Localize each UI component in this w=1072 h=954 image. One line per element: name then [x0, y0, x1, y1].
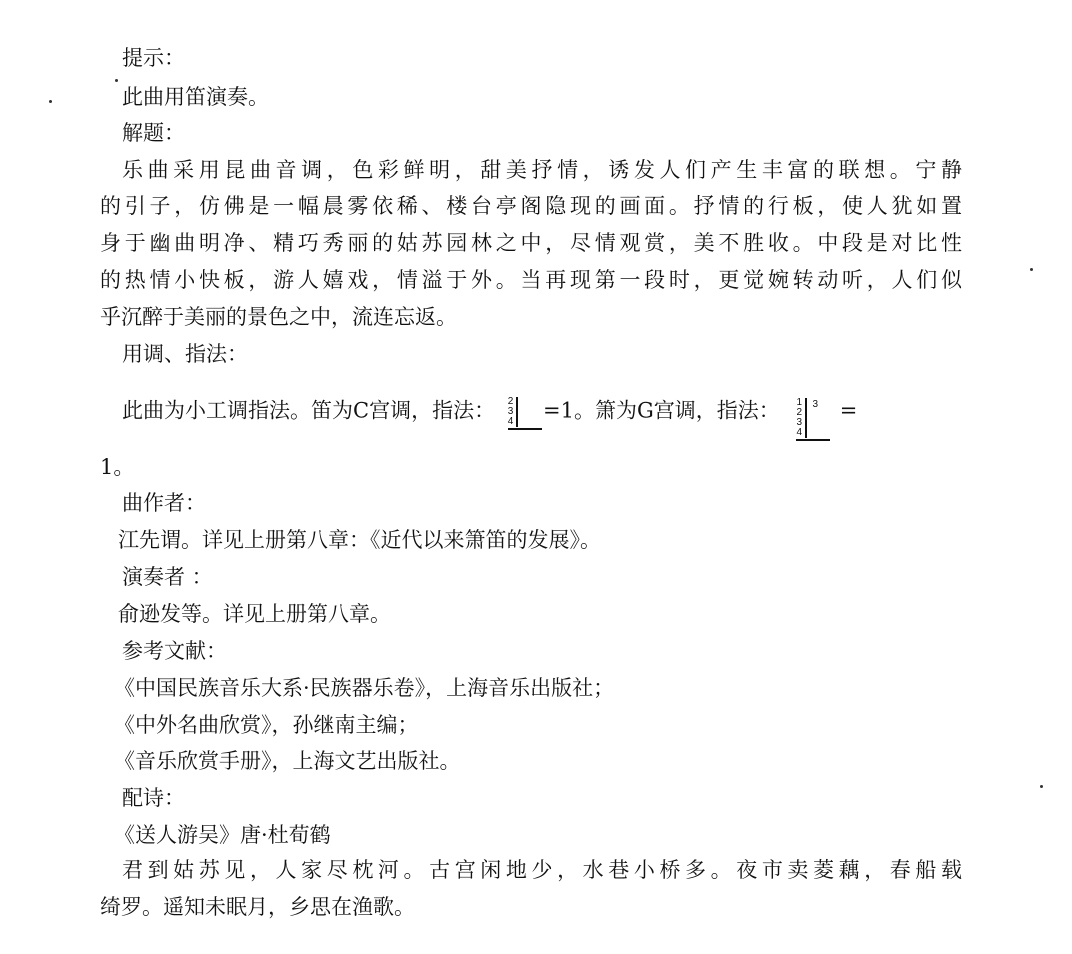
hole-number: 2 — [507, 396, 514, 407]
fingering-baseline — [508, 428, 542, 430]
hole-number: 1 — [796, 397, 802, 408]
fingering-cont: 1。 — [100, 455, 135, 479]
hole-number: 3 — [796, 417, 802, 428]
reference-item: 《中外名曲欣赏》，孙继南主编； — [114, 713, 419, 737]
fingering-line — [122, 392, 858, 438]
reference-item: 《中国民族音乐大系·民族器乐卷》，上海音乐出版社； — [114, 676, 615, 700]
xiao-fingering-diagram — [796, 397, 818, 438]
scan-speck — [1040, 785, 1043, 788]
composer-text: 江先谓。详见上册第八章：《近代以来箫笛的发展》。 — [118, 528, 601, 552]
scan-speck — [115, 79, 118, 82]
performer-label: 演奏者 ： — [122, 565, 213, 589]
flute-fingering-diagram — [508, 397, 519, 427]
hint-label: 提示： — [122, 46, 185, 70]
hole-number: 4 — [507, 416, 514, 427]
fingering-baseline — [796, 439, 830, 441]
poem-line: 绮罗。遥知未眠月，乡思在渔歌。 — [100, 895, 415, 919]
hole-number: 3 — [812, 399, 818, 410]
explain-line: 乎沉醉于美丽的景色之中，流连忘返。 — [100, 305, 457, 329]
hint-text: 此曲用笛演奏。 — [122, 85, 269, 109]
poem-line: 君到姑苏见，人家尽枕河。古宫闲地少，水巷小桥多。夜市卖菱藕，春船载 — [122, 858, 962, 882]
explain-line: 身于幽曲明净、精巧秀丽的姑苏园林之中，尽情观赏，美不胜收。中段是对比性 — [100, 231, 962, 255]
hole-number: 4 — [796, 427, 802, 438]
reference-item: 《音乐欣赏手册》，上海文艺出版社。 — [114, 749, 461, 773]
performer-text: 俞逊发等。详见上册第八章。 — [118, 602, 391, 626]
poem-title: 《送人游吴》唐·杜荀鹤 — [114, 823, 331, 847]
fingering-text-1: 此曲为小工调指法。笛为C宫调，指法： — [122, 398, 496, 423]
fingering-label: 用调、指法： — [122, 342, 248, 366]
hole-number: 2 — [796, 407, 802, 418]
explain-label: 解题： — [122, 121, 185, 145]
explain-line: 的热情小快板，游人嬉戏，情溢于外。当再现第一段时，更觉婉转动听，人们似 — [100, 268, 962, 292]
explain-line: 乐曲采用昆曲音调，色彩鲜明，甜美抒情，诱发人们产生丰富的联想。宁静 — [122, 158, 962, 182]
scan-speck — [1030, 268, 1033, 271]
composer-label: 曲作者： — [122, 491, 206, 515]
explain-line: 的引子，仿佛是一幅晨雾依稀、楼台亭阁隐现的画面。抒情的行板，使人犹如置 — [100, 194, 962, 218]
poem-label: 配诗： — [122, 786, 185, 810]
fingering-text-2: =1。箫为G宫调，指法： — [543, 398, 780, 423]
refs-label: 参考文献： — [122, 639, 227, 663]
hole-number: 3 — [507, 406, 514, 417]
scan-speck — [49, 100, 52, 103]
fingering-text-3: = — [839, 398, 858, 423]
